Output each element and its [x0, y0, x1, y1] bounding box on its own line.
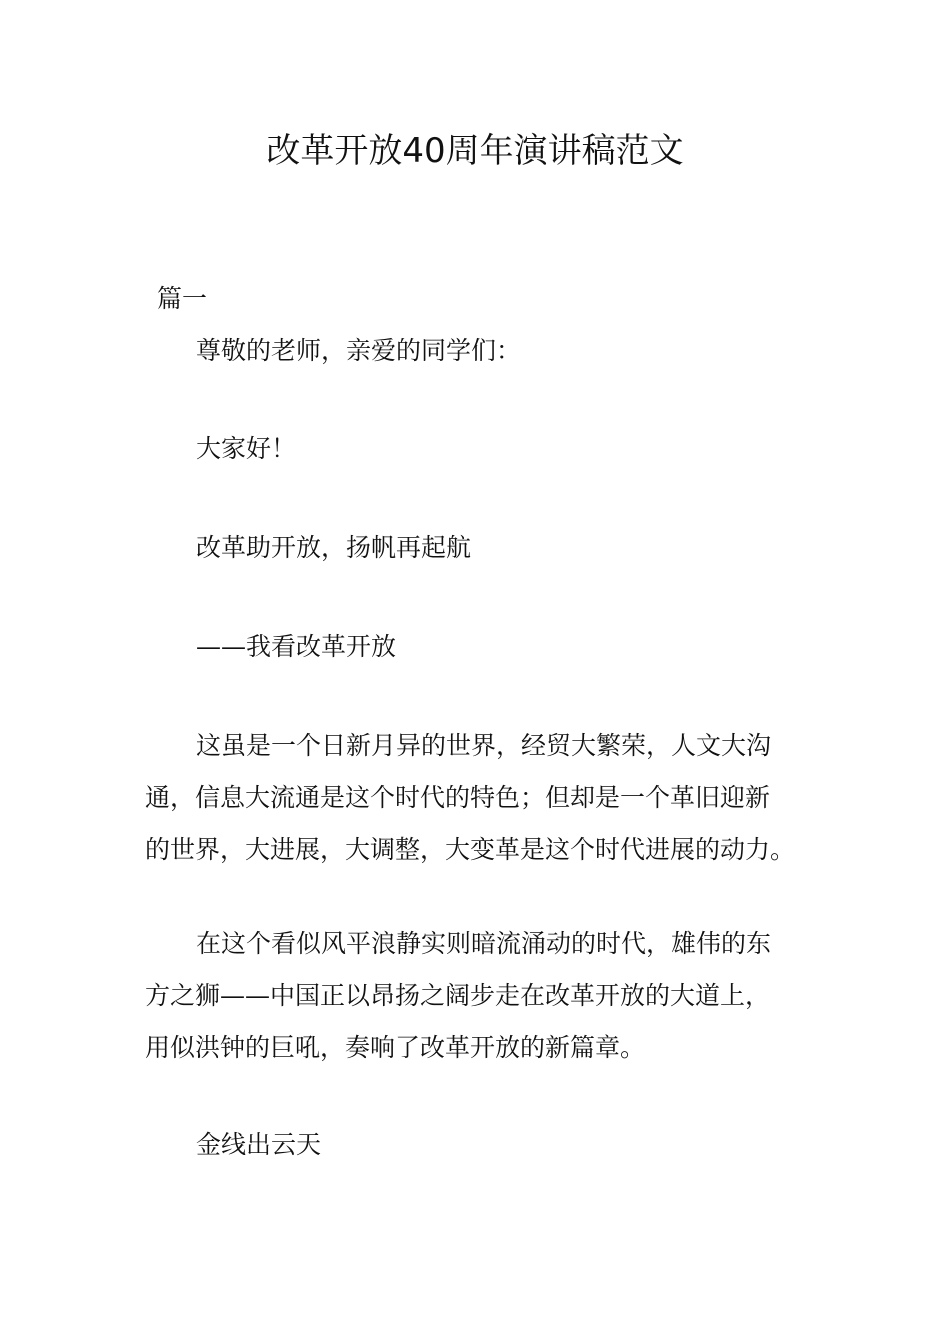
paragraph-1 [145, 720, 815, 876]
section-label: 篇一 [157, 284, 208, 313]
paragraph-2 [145, 918, 815, 1074]
paragraph-2-line: 在这个看似风平浪静实则暗流涌动的时代，雄伟的东 [196, 929, 772, 958]
speech-subtitle: ——我看改革开放 [196, 632, 397, 661]
speech-title: 改革助开放，扬帆再起航 [196, 533, 472, 562]
paragraph-1-line: 的世界，大进展，大调整，大变革是这个时代进展的动力。 [145, 835, 796, 864]
salutation: 尊敬的老师，亲爱的同学们： [196, 336, 522, 365]
subheading: 金线出云天 [196, 1130, 322, 1159]
paragraph-2-line: 用似洪钟的巨吼，奏响了改革开放的新篇章。 [145, 1033, 646, 1062]
paragraph-1-line: 通，信息大流通是这个时代的特色；但却是一个革旧迎新 [145, 783, 771, 812]
paragraph-1-line: 这虽是一个日新月异的世界，经贸大繁荣，人文大沟 [196, 731, 772, 760]
paragraph-2-line: 方之狮——中国正以昂扬之阔步走在改革开放的大道上， [145, 981, 771, 1010]
greeting: 大家好！ [196, 434, 297, 463]
document-title: 改革开放40周年演讲稿范文 [266, 131, 684, 171]
